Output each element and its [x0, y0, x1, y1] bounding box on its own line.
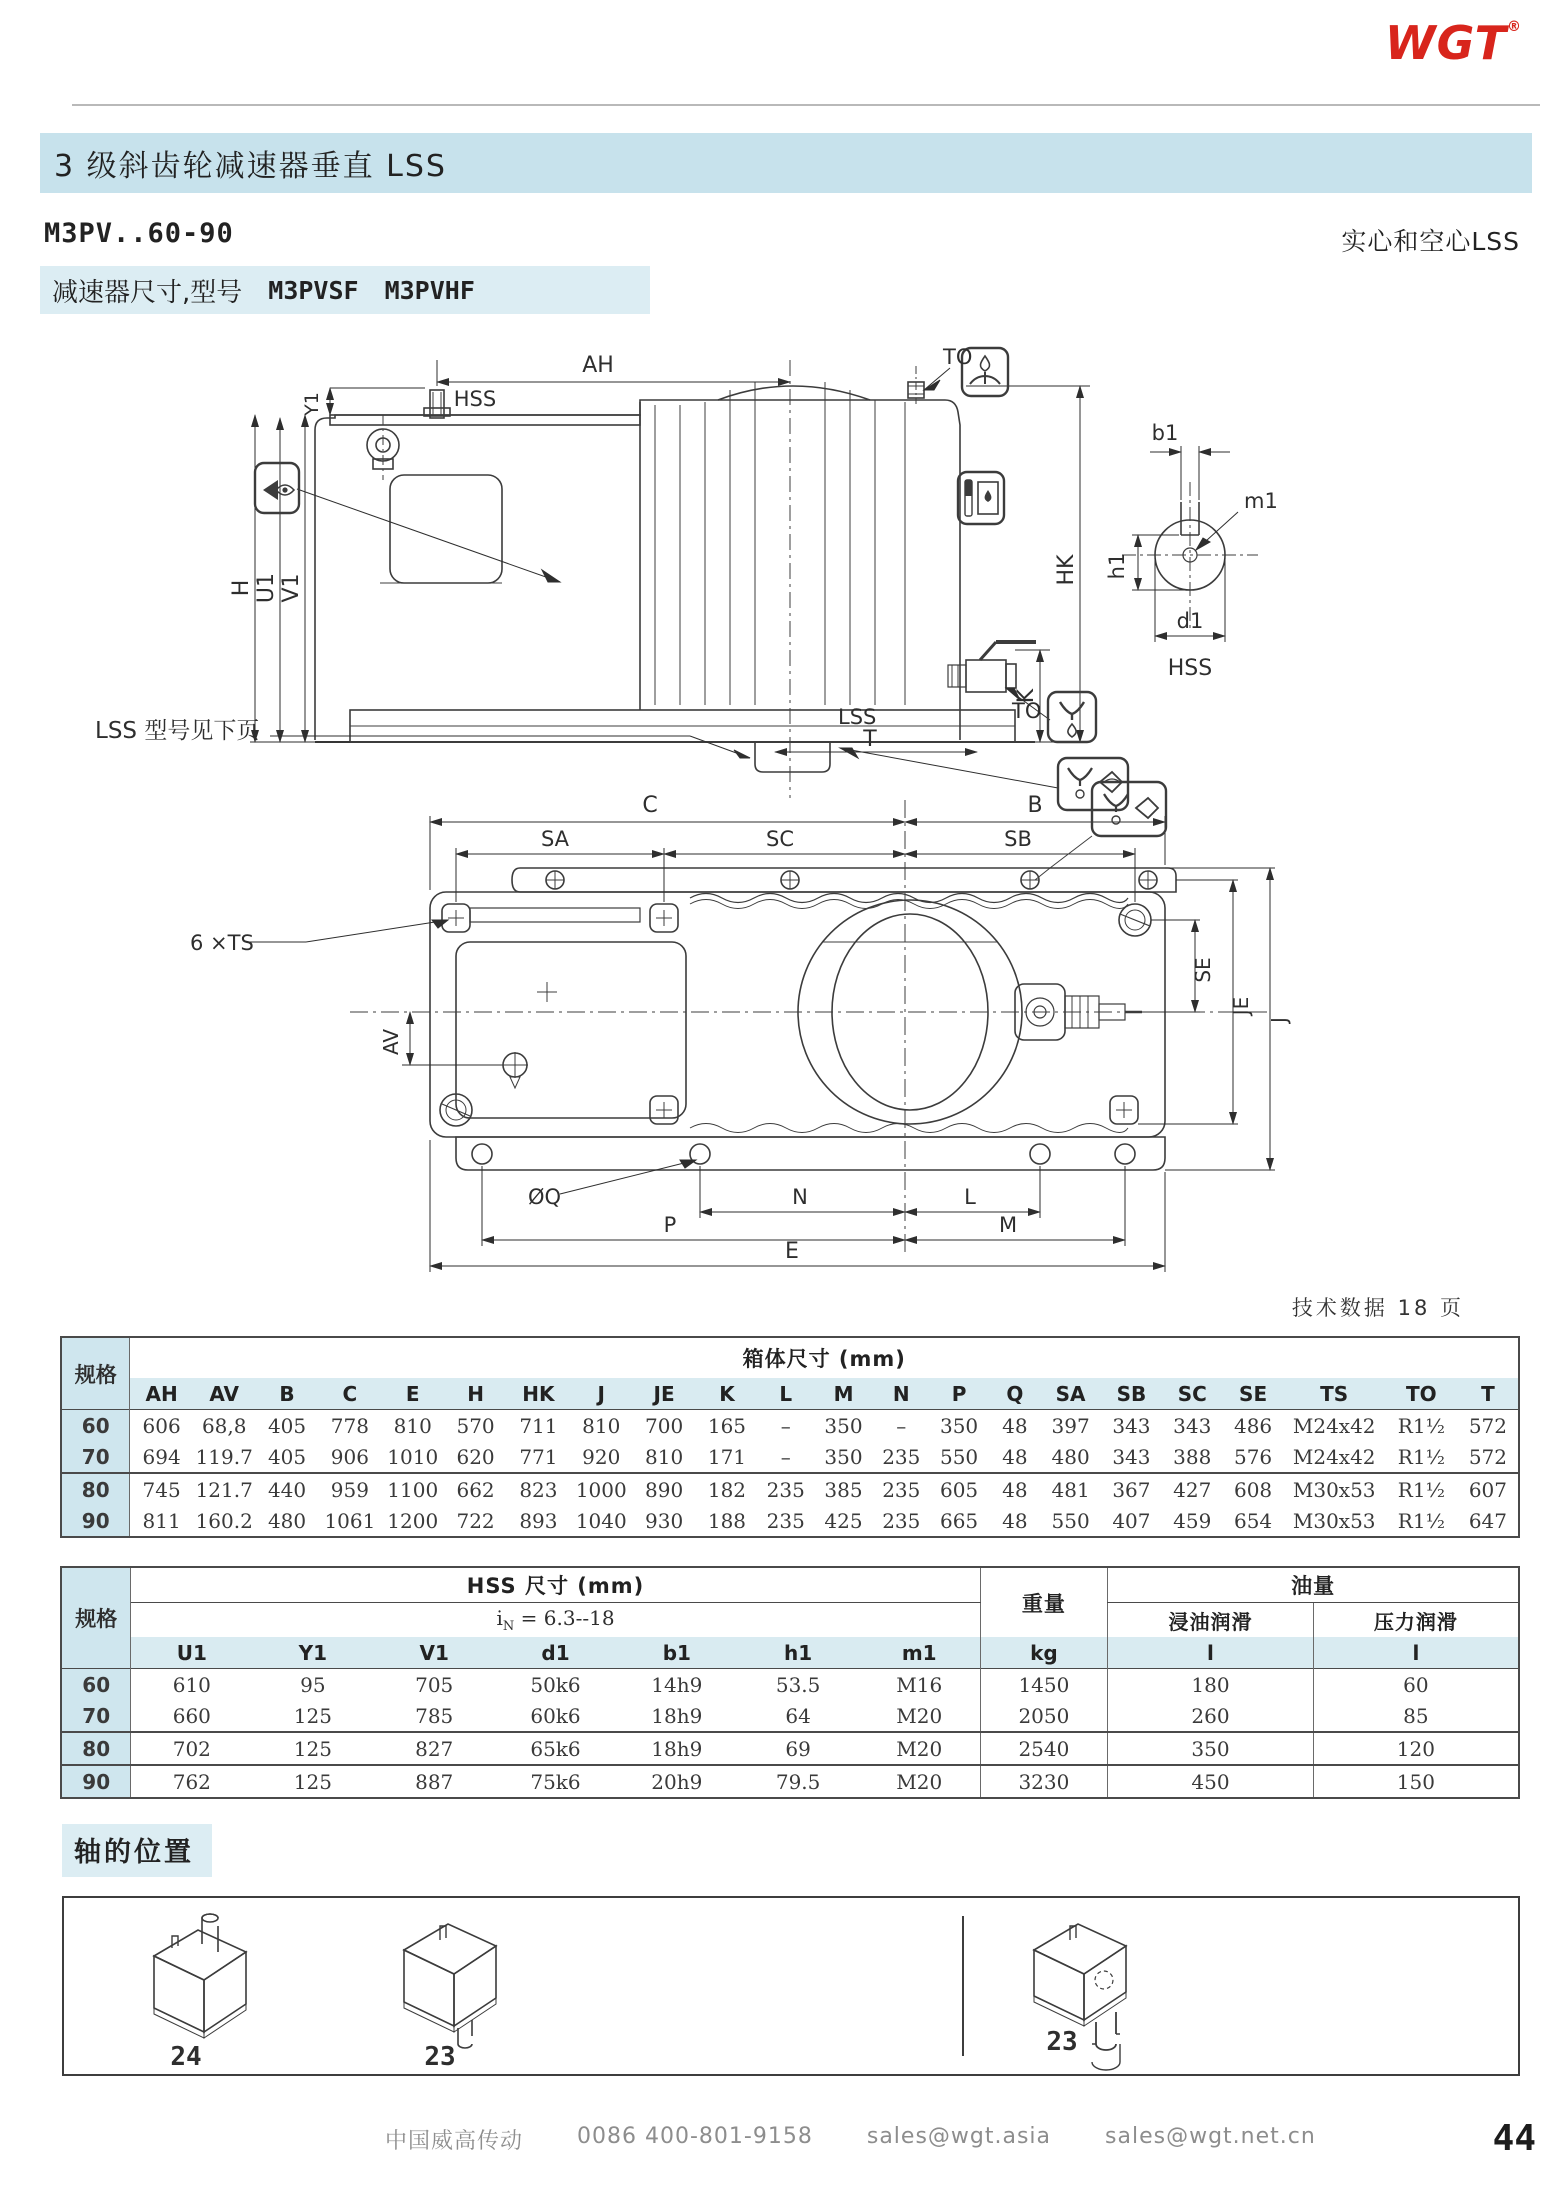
cell: 665	[939, 1508, 979, 1533]
dim-label-m1: m1	[1244, 489, 1278, 513]
cell: –	[780, 1413, 791, 1438]
dim-label-6ts: 6 ×TS	[190, 931, 254, 955]
col-k: K	[696, 1378, 759, 1410]
cell: 887	[415, 1769, 454, 1794]
weight-cell: 2540	[980, 1732, 1107, 1765]
top-view-labels	[190, 793, 1291, 1264]
dim-label-j: J	[1267, 1017, 1291, 1023]
cell: 235	[882, 1477, 921, 1502]
dim-label-se: SE	[1191, 957, 1215, 983]
dim-label-to-bottom: TO	[1012, 699, 1042, 723]
cell: 75k6	[530, 1769, 581, 1794]
cell: 388	[1162, 1441, 1223, 1473]
cell: 1000	[575, 1477, 627, 1502]
spec-cell: 70	[61, 1441, 130, 1473]
dim-label-lss: LSS	[838, 705, 877, 729]
cell: 610	[172, 1672, 211, 1697]
model-name-1: M3PVSF	[268, 275, 359, 305]
cell: 407	[1112, 1508, 1151, 1533]
cell: 48	[990, 1441, 1041, 1473]
col-y1: Y1	[252, 1637, 373, 1669]
cell: 235	[874, 1441, 929, 1473]
dim-label-sb: SB	[1004, 827, 1032, 851]
model-name-2: M3PVHF	[384, 275, 475, 305]
cell: 69	[737, 1732, 858, 1765]
cell: 350	[824, 1413, 863, 1438]
dim-label-h: H	[229, 579, 254, 597]
cell: 119.7	[193, 1441, 256, 1473]
col-h: H	[444, 1378, 507, 1410]
cell: 48	[1002, 1477, 1028, 1502]
cell: 235	[766, 1508, 805, 1533]
table-row	[61, 1669, 1519, 1701]
shaft-type-note: 实心和空心LSS	[1341, 227, 1520, 256]
dim-label-u1: U1	[254, 572, 279, 604]
table-row	[61, 1410, 1519, 1442]
subtitle-label: 减速器尺寸,型号	[52, 277, 243, 308]
ratio-rest: = 6.3--18	[514, 1606, 615, 1630]
gearbox-side-view	[315, 360, 1036, 798]
col-d1: d1	[495, 1637, 616, 1669]
cell: 68,8	[201, 1413, 247, 1438]
weight-header: 重量	[980, 1567, 1107, 1637]
tech-data-note: 技术数据 18 页	[1291, 1296, 1464, 1320]
oil-immersion-cell: 260	[1108, 1700, 1314, 1732]
cell: 930	[645, 1508, 684, 1533]
cell: 125	[293, 1769, 332, 1794]
cell: 350	[939, 1413, 979, 1438]
housing-dim-header: 箱体尺寸 (mm)	[742, 1347, 906, 1371]
cell: 1010	[381, 1441, 444, 1473]
cell: 920	[570, 1441, 633, 1473]
dim-label-n: N	[792, 1185, 808, 1209]
side-view-labels	[95, 345, 1079, 752]
shaft-position-23-solid	[384, 1910, 584, 2070]
cell: 620	[444, 1441, 507, 1473]
cell: M20	[896, 1769, 943, 1794]
table-row	[61, 1700, 1519, 1732]
cell: 125	[252, 1700, 373, 1732]
ratio-i: i	[496, 1606, 503, 1630]
ratio-sub: N	[502, 1619, 515, 1634]
cell: 235	[882, 1508, 921, 1533]
col-hk: HK	[507, 1378, 570, 1410]
ratio-range	[131, 1603, 980, 1638]
footer-phone: 0086 400-801-9158	[577, 2124, 813, 2149]
col-e: E	[381, 1378, 444, 1410]
lss-note: LSS 型号见下页	[95, 718, 260, 744]
shaft-position-box	[62, 1896, 1520, 2076]
cell: R1½	[1397, 1413, 1445, 1438]
cell: 50k6	[530, 1672, 581, 1697]
cell: 771	[507, 1441, 570, 1473]
cell: 700	[645, 1413, 684, 1438]
cell: 20h9	[651, 1769, 703, 1794]
cell: –	[896, 1413, 907, 1438]
hss-dim-header: HSS 尺寸 (mm)	[131, 1567, 980, 1603]
col-sc: SC	[1162, 1378, 1223, 1410]
cell: 121.7	[195, 1477, 253, 1502]
dim-label-l: L	[964, 1185, 976, 1209]
cell: 550	[1051, 1508, 1090, 1533]
dim-label-ah: AH	[582, 353, 614, 378]
unit-kg: kg	[980, 1637, 1107, 1669]
weight-cell: 3230	[980, 1765, 1107, 1798]
oil-immersion-cell: 350	[1108, 1732, 1314, 1765]
col-j: J	[570, 1378, 633, 1410]
cell: 425	[824, 1508, 863, 1533]
drain-icon	[1048, 692, 1096, 742]
shaft-position-24	[134, 1910, 334, 2070]
cell: 647	[1468, 1508, 1508, 1533]
dim-label-t: T	[863, 727, 877, 752]
section-title-bar	[40, 133, 1532, 193]
cell: 810	[582, 1413, 621, 1438]
shaft-position-label-23b: 23	[1046, 2027, 1078, 2057]
cell: 576	[1223, 1441, 1284, 1473]
dim-label-e: E	[785, 1239, 799, 1264]
dim-label-q: ØQ	[528, 1185, 562, 1209]
oil-sight-icon	[255, 463, 299, 513]
col-je: JE	[633, 1378, 696, 1410]
cell: 188	[707, 1508, 747, 1533]
col-p: P	[929, 1378, 990, 1410]
table-row	[61, 1732, 1519, 1765]
hss-detail-caption: HSS	[1167, 656, 1213, 681]
cell: 367	[1112, 1477, 1151, 1502]
cell: 762	[172, 1769, 211, 1794]
cell: M24x42	[1292, 1413, 1376, 1438]
section-title: 3 级斜齿轮减速器垂直 LSS	[54, 149, 447, 184]
cell: 1040	[575, 1508, 627, 1533]
cell: 660	[131, 1700, 252, 1732]
table-row	[61, 1473, 1519, 1505]
cell: 811	[142, 1508, 181, 1533]
cell: 605	[939, 1477, 979, 1502]
cell: 235	[766, 1477, 805, 1502]
cell: M20	[859, 1700, 980, 1732]
table-row	[61, 1765, 1519, 1798]
cell: 654	[1233, 1508, 1273, 1533]
spec-cell: 60	[61, 1410, 130, 1442]
col-b: B	[256, 1378, 319, 1410]
spec-cell: 80	[61, 1732, 131, 1765]
cell: 405	[267, 1413, 307, 1438]
cell: 662	[456, 1477, 495, 1502]
col-to: TO	[1385, 1378, 1458, 1410]
col-se: SE	[1223, 1378, 1284, 1410]
col-sa: SA	[1040, 1378, 1101, 1410]
footer-company: 中国威高传动	[385, 2129, 524, 2154]
dim-label-hss: HSS	[453, 387, 497, 411]
col-t: T	[1458, 1378, 1519, 1410]
dim-label-b: B	[1027, 793, 1043, 818]
col-q: Q	[990, 1378, 1041, 1410]
dim-label-v1: V1	[279, 573, 304, 603]
dim-label-c: C	[642, 793, 658, 818]
cell: 385	[824, 1477, 863, 1502]
cell: M24x42	[1284, 1441, 1385, 1473]
oil-immersion-cell: 450	[1108, 1765, 1314, 1798]
cell: 550	[929, 1441, 990, 1473]
dim-label-je: JE	[1229, 996, 1253, 1016]
oil-pressure-cell: 120	[1313, 1732, 1519, 1765]
cell: 785	[374, 1700, 495, 1732]
cell: 48	[1002, 1508, 1028, 1533]
spec-cell: 60	[61, 1669, 131, 1701]
cell: M16	[896, 1672, 943, 1697]
cell: 486	[1233, 1413, 1273, 1438]
model-range: M3PV..60-90	[44, 218, 234, 249]
spec-header: 规格	[61, 1337, 130, 1410]
cell: 14h9	[651, 1672, 703, 1697]
gearbox-top-view	[350, 800, 1270, 1255]
cell: 125	[252, 1732, 373, 1765]
footer-email-cn[interactable]: sales@wgt.net.cn	[1105, 2124, 1316, 2149]
cell: 827	[374, 1732, 495, 1765]
registered-mark: ®	[1507, 19, 1522, 35]
col-b1: b1	[616, 1637, 737, 1669]
drain-sight-icon-topview	[1035, 782, 1166, 880]
oil-level-icon	[958, 472, 1004, 524]
cell: 1100	[387, 1477, 439, 1502]
oil-sub-immersion: 浸油润滑	[1108, 1603, 1314, 1638]
gearbox-drawing-svg	[50, 320, 1510, 1320]
cell: 95	[300, 1672, 326, 1697]
cell: 694	[130, 1441, 193, 1473]
cell: 405	[256, 1441, 319, 1473]
hss-detail-labels	[1105, 421, 1278, 681]
cell: 160.2	[195, 1508, 253, 1533]
spec-cell: 70	[61, 1700, 131, 1732]
col-h1: h1	[737, 1637, 858, 1669]
dim-label-sa: SA	[540, 827, 570, 851]
table-row	[61, 1441, 1519, 1473]
cell: 65k6	[495, 1732, 616, 1765]
cell: 1061	[324, 1508, 376, 1533]
cell: 608	[1233, 1477, 1273, 1502]
cell: M20	[859, 1732, 980, 1765]
cell: 60k6	[495, 1700, 616, 1732]
technical-drawing	[50, 320, 1510, 1320]
cell: 570	[456, 1413, 495, 1438]
cell: 64	[737, 1700, 858, 1732]
cell: 397	[1051, 1413, 1090, 1438]
hss-shaft-detail	[1122, 482, 1258, 628]
dim-label-k: K	[1014, 688, 1039, 704]
header-rule	[72, 104, 1540, 106]
oil-pressure-cell: 85	[1313, 1700, 1519, 1732]
cell: M30x53	[1292, 1508, 1376, 1533]
cell: 165	[707, 1413, 747, 1438]
col-l: L	[758, 1378, 813, 1410]
cell: 48	[1002, 1413, 1028, 1438]
cell: 480	[267, 1508, 307, 1533]
housing-dimensions-table	[60, 1336, 1520, 1538]
cell: 572	[1468, 1413, 1508, 1438]
cell: 343	[1112, 1413, 1151, 1438]
cell: 343	[1173, 1413, 1212, 1438]
col-ts: TS	[1284, 1378, 1385, 1410]
footer-email-asia[interactable]: sales@wgt.asia	[866, 2124, 1052, 2149]
col-sb: SB	[1101, 1378, 1162, 1410]
oil-immersion-cell: 180	[1108, 1669, 1314, 1701]
cell: –	[758, 1441, 813, 1473]
cell: 171	[696, 1441, 759, 1473]
oil-header: 油量	[1108, 1567, 1519, 1603]
cell: 810	[633, 1441, 696, 1473]
col-m: M	[813, 1378, 874, 1410]
oil-pressure-cell: 150	[1313, 1765, 1519, 1798]
spec-cell: 90	[61, 1505, 130, 1537]
dim-label-b1: b1	[1151, 421, 1179, 445]
col-c: C	[318, 1378, 381, 1410]
page-number: 44	[1492, 2118, 1536, 2159]
dim-label-m: M	[998, 1213, 1018, 1237]
unit-oil-2: l	[1313, 1637, 1519, 1669]
cell: 745	[142, 1477, 181, 1502]
cell: 702	[131, 1732, 252, 1765]
dim-label-sc: SC	[766, 827, 794, 851]
hss-dimensions-table	[60, 1566, 1520, 1799]
cell: 607	[1468, 1477, 1508, 1502]
cell: 182	[707, 1477, 747, 1502]
shaft-position-label-23a: 23	[424, 2042, 456, 2070]
cell: M30x53	[1292, 1477, 1376, 1502]
cell: 810	[393, 1413, 432, 1438]
col-v1: V1	[374, 1637, 495, 1669]
col-u1: U1	[131, 1637, 252, 1669]
cell: 722	[456, 1508, 495, 1533]
cell: 53.5	[775, 1672, 821, 1697]
cell: 778	[330, 1413, 369, 1438]
cell: 572	[1458, 1441, 1519, 1473]
cell: 705	[415, 1672, 454, 1697]
shaft-position-23-hollow	[1004, 1910, 1224, 2075]
spec-cell: 80	[61, 1473, 130, 1505]
weight-cell: 1450	[980, 1669, 1107, 1701]
dim-label-h1: h1	[1105, 552, 1129, 580]
wgt-logo-text: WGT	[1384, 16, 1507, 70]
col-n: N	[874, 1378, 929, 1410]
cell: 906	[318, 1441, 381, 1473]
col-av: AV	[193, 1378, 256, 1410]
cell: 427	[1173, 1477, 1212, 1502]
dim-label-hk: HK	[1054, 554, 1079, 586]
cell: 711	[519, 1413, 558, 1438]
cell: 343	[1101, 1441, 1162, 1473]
spec-cell: 90	[61, 1765, 131, 1798]
cell: 18h9	[616, 1700, 737, 1732]
hss-dimensions-body	[61, 1669, 1519, 1799]
table-row	[61, 1505, 1519, 1537]
cell: 890	[645, 1477, 684, 1502]
col-ah: AH	[130, 1378, 193, 1410]
dim-label-av: AV	[379, 1028, 403, 1056]
dim-label-p: P	[663, 1213, 677, 1237]
housing-dimensions-body	[61, 1410, 1519, 1538]
subtitle-band	[40, 266, 650, 314]
unit-oil-1: l	[1108, 1637, 1314, 1669]
dim-label-y1: Y1	[301, 392, 323, 416]
oil-pressure-cell: 60	[1313, 1669, 1519, 1701]
col-m1: m1	[859, 1637, 980, 1669]
cell: 79.5	[775, 1769, 821, 1794]
cell: R1½	[1397, 1477, 1445, 1502]
cell: 823	[519, 1477, 558, 1502]
cell: 481	[1051, 1477, 1090, 1502]
cell: 893	[519, 1508, 558, 1533]
cell: 1200	[387, 1508, 439, 1533]
cell: 18h9	[616, 1732, 737, 1765]
cell: 440	[267, 1477, 307, 1502]
weight-cell: 2050	[980, 1700, 1107, 1732]
cell: 959	[330, 1477, 369, 1502]
footer-contact	[385, 2124, 1316, 2155]
cell: R1½	[1397, 1508, 1445, 1533]
dim-label-d1: d1	[1176, 609, 1204, 633]
shaft-position-label-24: 24	[170, 2042, 202, 2070]
cell: R1½	[1385, 1441, 1458, 1473]
dim-label-to-top: TO	[943, 345, 973, 369]
cell: 459	[1173, 1508, 1212, 1533]
spec-header-2: 规格	[61, 1567, 131, 1669]
cell: 606	[142, 1413, 181, 1438]
wgt-logo	[1385, 16, 1522, 70]
cell: 480	[1040, 1441, 1101, 1473]
shaft-box-divider	[962, 1916, 964, 2056]
shaft-position-title: 轴的位置	[62, 1824, 212, 1877]
cell: 350	[813, 1441, 874, 1473]
oil-sub-pressure: 压力润滑	[1313, 1603, 1519, 1638]
